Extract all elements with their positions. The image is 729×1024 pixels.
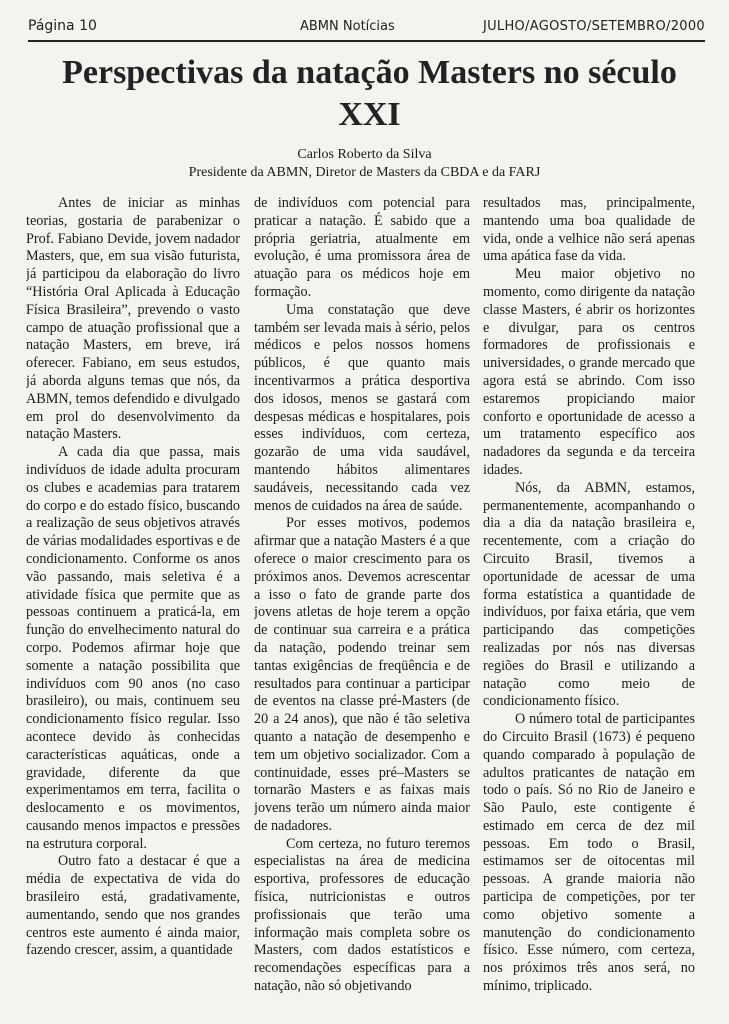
text-column-3	[483, 195, 695, 1018]
author-affiliation: Presidente da ABMN, Diretor de Masters da CBDA e da FARJ	[188, 165, 541, 180]
text-column-1	[26, 195, 240, 1018]
page-number: Página 10	[28, 18, 97, 34]
paragraph: resultados mas, principalmente, mantendo uma boa qualidade de vida, onde a velhice não será apenas uma apática fase da vida.	[483, 195, 695, 265]
paragraph: A cada dia que passa, mais indivíduos de idade adulta procuram os clubes e academias para tratarem do corpo e do estado físico, buscando a realização de seus objetivos através de várias modalidades esportivas e de condicionamento. Conforme os anos vão passando, mais seletiva é a atividade física que permite que as pessoas continuem a praticá-la, em função do envelhecimento natural do corpo. Podemos afirmar hoje que somente a natação possibilita que indivíduos com 90 anos (no caso brasileiro), ou mais, continuem seu condicionamento físico regular. Isso acontece devido às conhecidas características aquáticas, onde a gravidade, diferente da que experimentamos em terra, facilita o deslocamento e os movimentos, causando menos impactos e pressões na estrutura corporal.	[26, 444, 240, 852]
text-column-2	[254, 195, 470, 1018]
paragraph: Meu maior objetivo no momento, como dirigente da natação classe Masters, é abrir os horizontes e divulgar, para os centros formadores de profissionais e universidades, o grande mercado que agora está se abrindo. Com isso estaremos propiciando maior conforto e oportunidade de acesso a um tratamento específico aos nadadores da segunda e da terceira idades.	[483, 266, 695, 478]
page-header	[28, 14, 705, 42]
author-name: Carlos Roberto da Silva	[297, 147, 432, 162]
paragraph: de indivíduos com potencial para praticar a natação. É sabido que a própria geriatria, atualmente em evolução, é uma promissora área de atuação para os médicos hoje em formação.	[254, 195, 470, 300]
paragraph: Com certeza, no futuro teremos especialistas na área de medicina esportiva, professores de educação física, nutricionistas e outros profissionais que terão uma informação mais completa sobre os Masters, com dados estatísticos e recomendações específicas para a natação, não só objetivando	[254, 835, 470, 995]
paragraph: Uma constatação que deve também ser levada mais à sério, pelos médicos e pelos nossos homens públicos, é que quanto mais incentivarmos a prática desportiva dos idosos, menos se gastará com despesas médicas e hospitalares, pois esses indivíduos, com certeza, gozarão de uma vida saudável, mantendo hábitos alimentares saudáveis, necessitando cada vez menos de cuidados na área de saúde.	[254, 301, 470, 514]
byline	[0, 146, 729, 182]
publication-name: ABMN Notícias	[300, 19, 395, 34]
paragraph: Nós, da ABMN, estamos, permanentemente, acompanhando o dia a dia da natação brasileira e, recentemente, com a criação do Circuito Brasil, tivemos a oportunidade de acessar de uma forma estatística a quantidade de indivíduos, por faixa etária, que vem participando das competições realizadas por nós nas diversas regiões do Brasil e utilizando a natação como meio de condicionamento físico.	[483, 479, 695, 710]
issue-date: JULHO/AGOSTO/SETEMBRO/2000	[482, 19, 705, 34]
paragraph: Por esses motivos, podemos afirmar que a natação Masters é a que oferece o maior crescimento para os próximos anos. Devemos acrescentar a isso o fato de grande parte dos jovens atletas de hoje terem a opção de continuar sua carreira e a prática da natação, podendo treinar sem tantas exigências de freqüência e de resultados para continuar a participar de eventos na classe pré-Masters (de 20 a 24 anos), que não é tão seletiva quanto a natação de desempenho e tem um objetivo socializador. Com a continuidade, esses pré–Masters se tornarão Masters e as faixas mais jovens terão um número ainda maior de nadadores.	[254, 515, 470, 834]
paragraph: Outro fato a destacar é que a média de expectativa de vida do brasileiro está, gradativamente, aumentando, sendo que nos grandes centros este aumento é ainda maior, fazendo crescer, assim, a quantidade	[26, 853, 240, 959]
paragraph: O número total de participantes do Circuito Brasil (1673) é pequeno quando comparado à população de adultos praticantes de natação em todo o país. Só no Rio de Janeiro e São Paulo, este contigente é estimado em cerca de dez mil pessoas. Em todo o Brasil, estimamos ser de oitocentas mil pessoas. A grande maioria não participa de competições, por ter como objetivo somente a manutenção do condicionamento físico. Esse número, com certeza, nos próximos três anos será, no mínimo, triplicado.	[483, 711, 695, 995]
paragraph: Antes de iniciar as minhas teorias, gostaria de parabenizar o Prof. Fabiano Devide, jovem nadador Masters, que, em sua visão futurista, já participou da elaboração do livro “História Oral Aplicada à Educação Física Brasileira”, prevendo o vasto campo de atuação profissional que a natação Masters, em breve, irá oferecer. Fabiano, em seus estudos, já aborda alguns temas que nós, da ABMN, temos defendido e divulgado em prol do desenvolvimento da natação Masters.	[26, 195, 240, 443]
article-title: Perspectivas da natação Masters no século XXI	[62, 54, 677, 133]
